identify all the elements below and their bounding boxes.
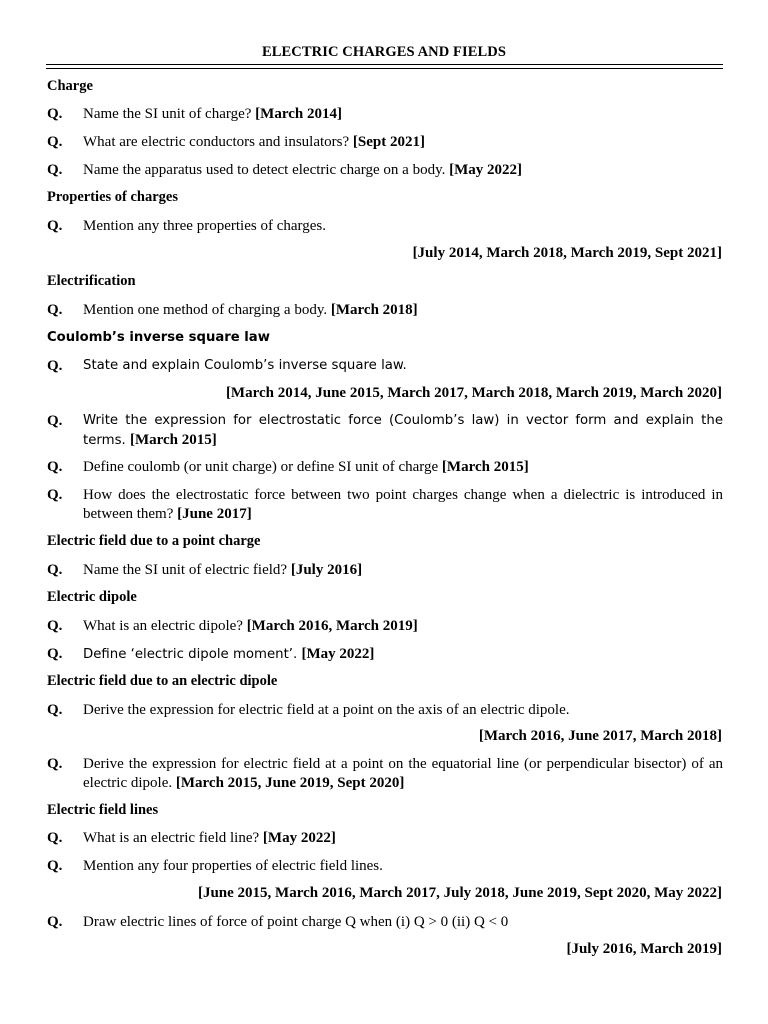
exam-reference: [July 2016] bbox=[290, 562, 363, 578]
question-item bbox=[47, 105, 723, 124]
exam-reference: [Sept 2021] bbox=[352, 134, 425, 150]
exam-reference: [March 2015] bbox=[129, 431, 217, 448]
section-heading-properties: Properties of charges bbox=[47, 189, 178, 205]
question-text: What is an electric field line? bbox=[83, 830, 260, 846]
question-text: Derive the expression for electric field at a point on the equatorial line (or perpendicular bisector) of an electric dipole. bbox=[83, 756, 723, 791]
question-text: Define coulomb (or unit charge) or define SI unit of charge bbox=[83, 459, 439, 475]
question-label: Q. bbox=[47, 358, 63, 374]
exam-reference: [March 2015, June 2019, Sept 2020] bbox=[175, 774, 405, 791]
section-heading-electrification: Electrification bbox=[47, 273, 136, 289]
question-text: Mention one method of charging a body. bbox=[83, 302, 328, 318]
question-label: Q. bbox=[47, 134, 63, 150]
question-text: Draw electric lines of force of point charge Q when (i) Q > 0 (ii) Q < 0 bbox=[83, 914, 509, 930]
section-heading-charge: Charge bbox=[47, 78, 93, 94]
question-text: Derive the expression for electric field at a point on the axis of an electric dipole. bbox=[83, 702, 570, 718]
question-label: Q. bbox=[47, 218, 63, 234]
question-label: Q. bbox=[47, 562, 63, 578]
question-label: Q. bbox=[47, 162, 63, 178]
question-label: Q. bbox=[47, 459, 63, 475]
page-title: ELECTRIC CHARGES AND FIELDS bbox=[261, 44, 507, 60]
question-item bbox=[47, 857, 723, 876]
section-heading-dipole: Electric dipole bbox=[47, 589, 137, 605]
question-item bbox=[47, 645, 723, 665]
question-item bbox=[47, 161, 723, 180]
question-item bbox=[47, 357, 723, 376]
exam-reference-line: [March 2016, June 2017, March 2018] bbox=[478, 728, 722, 744]
question-text: Write the expression for electrostatic force (Coulomb’s law) in vector form and explain the terms. bbox=[83, 413, 723, 448]
exam-reference: [June 2017] bbox=[177, 505, 252, 522]
exam-reference-line: [July 2016, March 2019] bbox=[566, 941, 722, 957]
question-text: Define ‘electric dipole moment’. bbox=[83, 647, 298, 662]
question-label: Q. bbox=[47, 618, 63, 634]
question-item bbox=[47, 913, 723, 932]
section-heading-field-lines: Electric field lines bbox=[47, 802, 159, 818]
exam-reference-line: [July 2014, March 2018, March 2019, Sept 2021] bbox=[412, 245, 722, 261]
question-text: Mention any three properties of charges. bbox=[83, 218, 326, 234]
question-label: Q. bbox=[47, 413, 63, 429]
question-item bbox=[47, 701, 723, 720]
exam-reference: [May 2022] bbox=[301, 646, 375, 662]
question-label: Q. bbox=[47, 106, 63, 122]
question-item bbox=[47, 217, 723, 236]
exam-reference: [March 2014] bbox=[255, 106, 342, 122]
question-item bbox=[47, 133, 723, 152]
question-item bbox=[47, 755, 723, 792]
question-label: Q. bbox=[47, 756, 63, 772]
exam-reference: [May 2022] bbox=[262, 830, 336, 846]
section-heading-coulomb: Coulomb’s inverse square law bbox=[47, 330, 270, 345]
question-item bbox=[47, 412, 723, 450]
question-item bbox=[47, 486, 723, 523]
exam-reference-line: [March 2014, June 2015, March 2017, March 2018, March 2019, March 2020] bbox=[225, 385, 722, 401]
question-text: Mention any four properties of electric field lines. bbox=[83, 858, 383, 874]
title-rule-thin bbox=[46, 68, 723, 69]
question-item bbox=[47, 617, 723, 636]
question-item bbox=[47, 301, 723, 320]
question-item bbox=[47, 561, 723, 580]
question-label: Q. bbox=[47, 646, 63, 662]
exam-reference: [March 2016, March 2019] bbox=[246, 618, 418, 634]
title-rule-thick bbox=[46, 64, 723, 65]
question-text: Name the SI unit of electric field? bbox=[83, 562, 288, 578]
question-label: Q. bbox=[47, 830, 63, 846]
question-item bbox=[47, 829, 723, 848]
question-label: Q. bbox=[47, 702, 63, 718]
exam-reference: [May 2022] bbox=[449, 162, 522, 178]
question-label: Q. bbox=[47, 487, 63, 503]
question-text: How does the electrostatic force between two point charges change when a dielectric is introduced in between them? bbox=[83, 487, 723, 522]
question-label: Q. bbox=[47, 858, 63, 874]
exam-reference: [March 2015] bbox=[441, 459, 529, 475]
question-text: What are electric conductors and insulators? bbox=[83, 134, 350, 150]
exam-reference: [March 2018] bbox=[330, 302, 418, 318]
section-heading-field-dipole: Electric field due to an electric dipole bbox=[47, 673, 278, 689]
question-text: State and explain Coulomb’s inverse square law. bbox=[83, 358, 407, 373]
question-label: Q. bbox=[47, 914, 63, 930]
question-item bbox=[47, 458, 723, 477]
question-text: What is an electric dipole? bbox=[83, 618, 243, 634]
question-label: Q. bbox=[47, 302, 63, 318]
section-heading-field-point-charge: Electric field due to a point charge bbox=[47, 533, 261, 549]
question-text: Name the SI unit of charge? bbox=[83, 106, 252, 122]
exam-reference-line: [June 2015, March 2016, March 2017, July 2018, June 2019, Sept 2020, May 2022] bbox=[197, 885, 722, 901]
question-text: Name the apparatus used to detect electric charge on a body. bbox=[83, 162, 446, 178]
